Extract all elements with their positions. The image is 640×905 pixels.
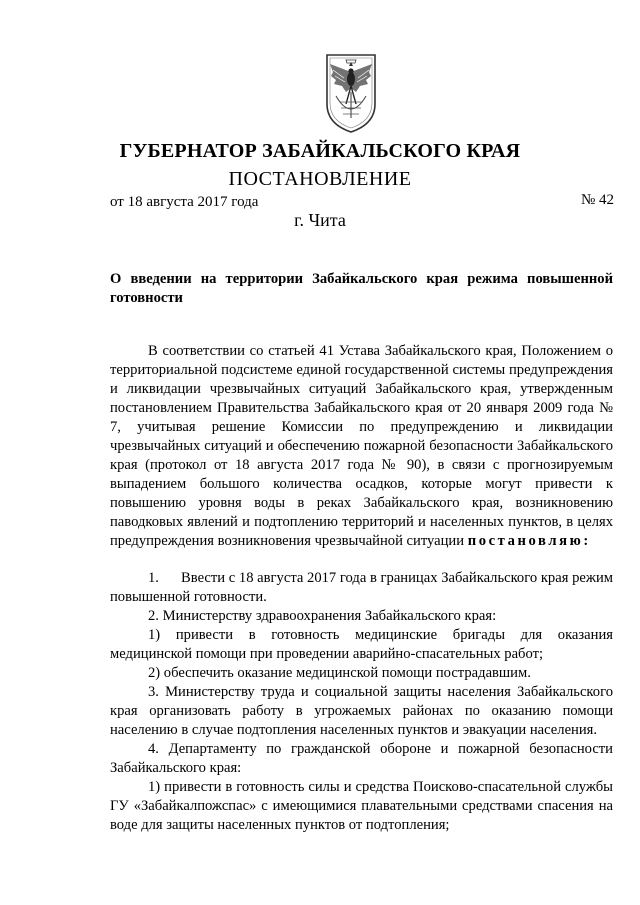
item-paragraph: 1) привести в готовность медицинские бригады для оказания медицинской помощи при проведении аварийно-спасательных работ; xyxy=(110,627,613,662)
item-paragraph: 2. Министерству здравоохранения Забайкальского края: xyxy=(148,608,497,624)
city-name: г. Чита xyxy=(294,210,346,230)
document-body xyxy=(110,342,617,835)
item-paragraph: 1) привести в готовность силы и средства Поисково-спасательной службы ГУ «Забайкалпожспас» с имеющимися плавательными средствами спасения на воде для защиты населенных пунктов от подтопления; xyxy=(110,779,613,833)
document-number: № 42 xyxy=(580,192,614,208)
preamble-text: В соответствии со статьей 41 Устава Забайкальского края, Положением о территориальной подсистеме единой государственной системы предупреждения и ликвидации чрезвычайных ситуаций Забайкальского края, утвержденным постановлением Правительства Забайкальского края от 20 января 2009 года № 7, учитывая решение Комиссии по предупреждению и ликвидации чрезвычайных ситуаций и обеспечению пожарной безопасности Забайкальского края (протокол от 18 августа 2017 года № 90), в связи с прогнозируемым выпадением большого количества осадков, которые могут привести к повышению уровня воды в реках Забайкальского края, возникновению паводковых явлений и подтоплению территорий и населенных пунктов, в целях предупреждения возникновения чрезвычайной ситуации xyxy=(110,343,613,549)
item-paragraph: 2) обеспечить оказание медицинской помощи пострадавшим. xyxy=(148,665,531,681)
document-date: от 18 августа 2017 года xyxy=(110,194,259,210)
coat-of-arms-emblem xyxy=(324,52,378,134)
document-subject: О введении на территории Забайкальского края режима повышенной готовности xyxy=(110,271,613,306)
decree-word: постановляю: xyxy=(467,533,591,549)
preamble-paragraph xyxy=(110,342,613,551)
item-paragraph: 4. Департаменту по гражданской обороне и пожарной безопасности Забайкальского края: xyxy=(110,741,613,776)
item-paragraph: 1. Ввести с 18 августа 2017 года в границах Забайкальского края режим повышенной готовности. xyxy=(110,570,617,605)
document-type: ПОСТАНОВЛЕНИЕ xyxy=(228,168,412,190)
item-paragraph: 3. Министерству труда и социальной защиты населения Забайкальского края организовать работу в угрожаемых районах по оказанию помощи населению в случае подтопления населенных пунктов и эвакуации населения. xyxy=(110,684,613,738)
governor-title: ГУБЕРНАТОР ЗАБАЙКАЛЬСКОГО КРАЯ xyxy=(119,140,521,162)
